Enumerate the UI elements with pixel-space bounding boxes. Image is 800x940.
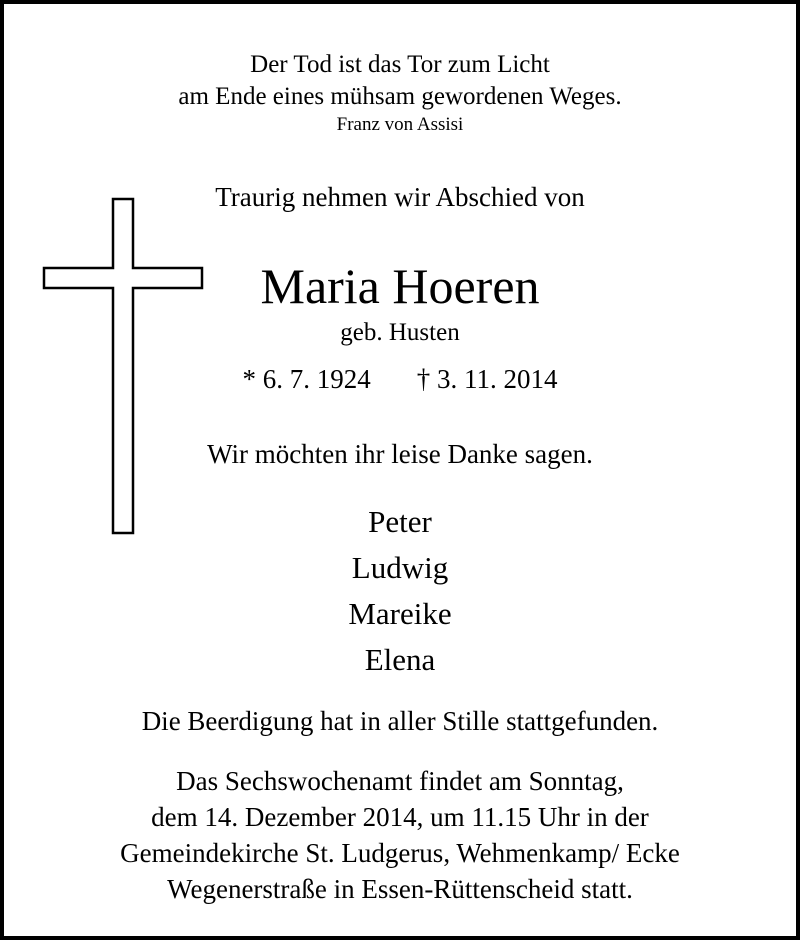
deceased-name: Maria Hoeren	[260, 258, 540, 314]
quote-line-1: Der Tod ist das Tor zum Licht	[250, 51, 550, 78]
mourner-name: Peter	[368, 504, 432, 539]
mass-notice-line-2: dem 14. Dezember 2014, um 11.15 Uhr in der	[151, 802, 649, 832]
intro-text: Traurig nehmen wir Abschied von	[215, 182, 585, 212]
quote-author: Franz von Assisi	[336, 114, 464, 135]
burial-notice: Die Beerdigung hat in aller Stille stattgefunden.	[141, 706, 659, 736]
mass-notice-line-3: Gemeindekirche St. Ludgerus, Wehmenkamp/ Ecke	[120, 838, 680, 868]
mourner-name: Elena	[364, 642, 436, 677]
death-date: † 3. 11. 2014	[416, 364, 558, 394]
quote-line-2: am Ende eines mühsam gewordenen Weges.	[178, 83, 622, 110]
mourner-name: Ludwig	[351, 550, 449, 585]
mass-notice-line-4: Wegenerstraße in Essen-Rüttenscheid statt.	[167, 874, 633, 904]
birth-date: * 6. 7. 1924	[242, 364, 371, 394]
thanks-text: Wir möchten ihr leise Danke sagen.	[207, 439, 593, 469]
maiden-name: geb. Husten	[340, 319, 460, 346]
life-dates	[0, 366, 800, 393]
mourner-name: Mareike	[348, 596, 452, 631]
mass-notice-line-1: Das Sechswochenamt findet am Sonntag,	[176, 766, 624, 796]
